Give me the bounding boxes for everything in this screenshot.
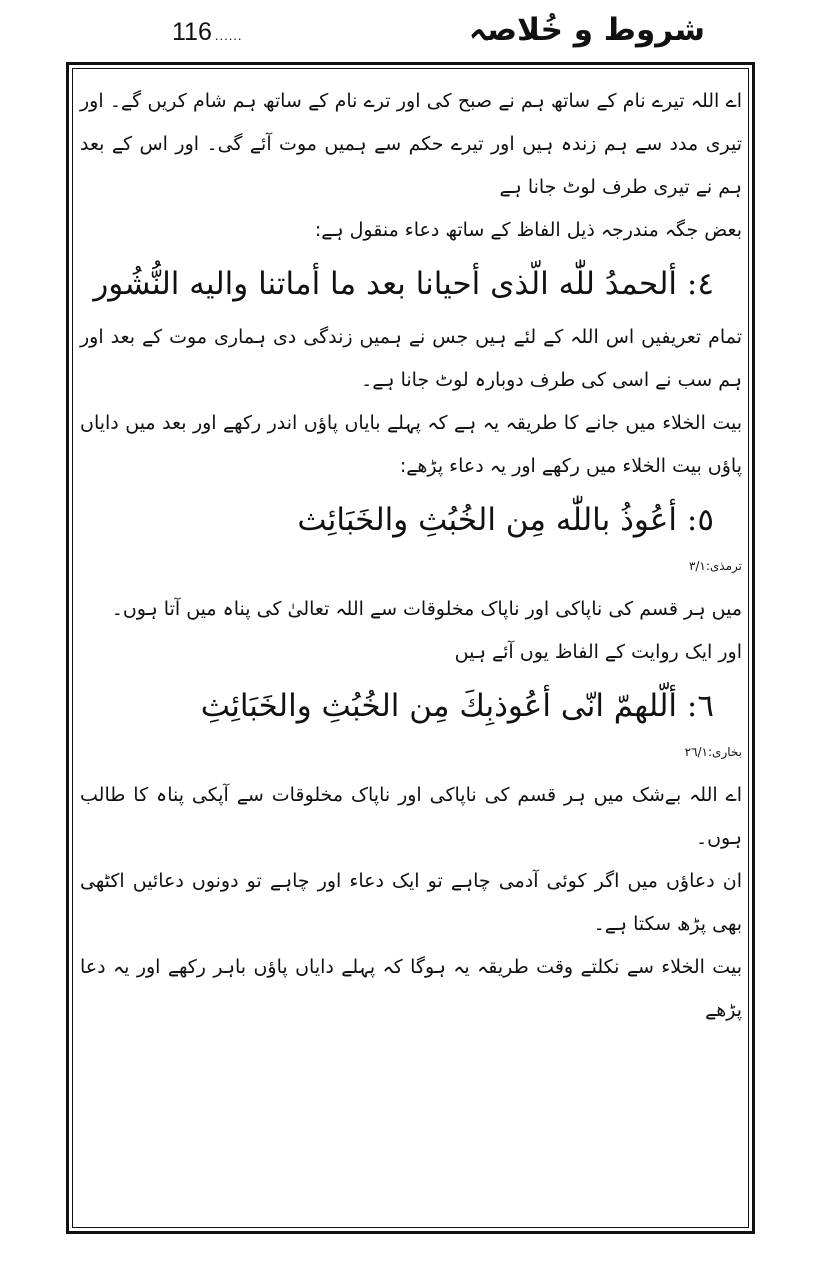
arabic-dua-4: ٤: ألحمدُ للّٰه الّذى أحيانا بعد ما أماتنا واليه النُّشُور	[93, 266, 714, 302]
reference-tirmidhi: ترمذی:۳/۱	[688, 559, 742, 573]
paragraph-toilet-exit-method: بیت الخلاء سے نکلتے وقت طریقہ یہ ہوگا کہ پہلے دایاں پاؤں باہر رکھے اور یہ دعا پڑھے	[80, 956, 742, 1021]
page-number-group	[172, 18, 243, 47]
book-title: شروط و خُلاصہ	[468, 12, 705, 48]
paragraph-another-narration: اور ایک روایت کے الفاظ یوں آئے ہیں	[454, 641, 742, 663]
paragraph-dua-5-translation: میں ہر قسم کی ناپاکی اور ناپاک مخلوقات سے اللہ تعالیٰ کی پناہ میں آتا ہوں۔	[111, 598, 742, 620]
page-body	[80, 80, 742, 1032]
arabic-dua-6: ٦: ألّلهمّ انّى أعُوذبِكَ مِن الخُبُثِ والخَبَائِثِ	[200, 688, 714, 724]
paragraph-both-duas-note: ان دعاؤں میں اگر کوئی آدمی چاہے تو ایک دعاء اور چاہے تو دونوں دعائیں اکٹھی بھی پڑھ سکتا ہے۔	[80, 870, 742, 935]
arabic-dua-5: ٥: أعُوذُ باللّٰه مِن الخُبُثِ والخَبَائِث	[297, 502, 714, 538]
page-number: 116	[172, 18, 212, 46]
page-number-dots: ......	[214, 28, 243, 43]
paragraph-toilet-entry-method: بیت الخلاء میں جانے کا طریقہ یہ ہے کہ پہلے بایاں پاؤں اندر رکھے اور بعد میں دایاں پاؤں بیت الخلاء میں رکھے اور یہ دعاء پڑھے:	[80, 412, 742, 477]
paragraph-morning-evening-dua-translation: اے اللہ تیرے نام کے ساتھ ہم نے صبح کی اور ترے نام کے ساتھ ہم شام کریں گے۔ اور تیری مدد سے ہم زندہ ہیں اور تیرے حکم سے ہمیں موت آئے گی۔ اور اس کے بعد ہم نے تیری طرف لوٹ جانا ہے	[80, 90, 742, 198]
page-header	[0, 0, 825, 60]
reference-bukhari: بخاری:۲٦/۱	[684, 745, 742, 759]
paragraph-dua-6-translation: اے اللہ بےشک میں ہر قسم کی ناپاکی اور ناپاک مخلوقات سے آپکی پناہ کا طالب ہوں۔	[80, 784, 742, 849]
paragraph-alternate-wording-intro: بعض جگہ مندرجہ ذیل الفاظ کے ساتھ دعاء منقول ہے:	[314, 219, 742, 241]
paragraph-dua-4-translation: تمام تعریفیں اس اللہ کے لئے ہیں جس نے ہمیں زندگی دی ہماری موت کے بعد اور ہم سب نے اسی کی طرف دوبارہ لوٹ جانا ہے۔	[80, 326, 742, 391]
